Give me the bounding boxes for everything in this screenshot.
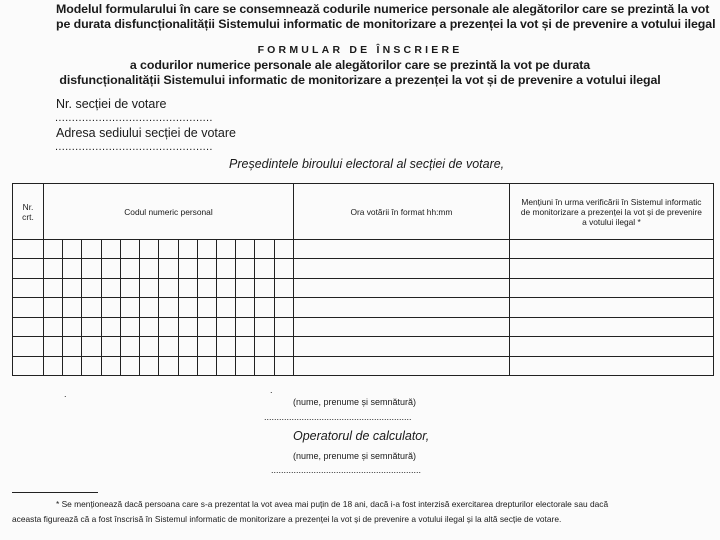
cnp-digit-cell[interactable] bbox=[63, 317, 82, 336]
registration-table bbox=[12, 183, 714, 376]
cnp-digit-cell[interactable] bbox=[63, 356, 82, 375]
time-cell[interactable] bbox=[293, 317, 509, 336]
form-subtitle-1: a codurilor numerice personale ale alegătorilor care se prezintă la vot pe durata bbox=[129, 58, 591, 72]
cnp-digit-cell[interactable] bbox=[274, 298, 293, 317]
cnp-digit-cell[interactable] bbox=[159, 337, 178, 356]
cnp-digit-cell[interactable] bbox=[236, 278, 255, 297]
cnp-digit-cell[interactable] bbox=[82, 356, 101, 375]
cnp-digit-cell[interactable] bbox=[216, 356, 235, 375]
col-time-header: Ora votării în format hh:mm bbox=[293, 184, 509, 240]
time-cell[interactable] bbox=[293, 240, 509, 259]
form-title: FORMULAR DE ÎNSCRIERE bbox=[257, 44, 463, 56]
cnp-digit-cell[interactable] bbox=[140, 278, 159, 297]
cnp-digit-cell[interactable] bbox=[255, 240, 274, 259]
notes-cell[interactable] bbox=[509, 317, 713, 336]
cnp-digit-cell[interactable] bbox=[274, 337, 293, 356]
col-cnp-header: Codul numeric personal bbox=[44, 184, 294, 240]
table-row bbox=[13, 240, 714, 259]
time-cell[interactable] bbox=[293, 298, 509, 317]
cnp-digit-cell[interactable] bbox=[178, 317, 197, 336]
cnp-digit-cell[interactable] bbox=[101, 356, 120, 375]
cnp-digit-cell[interactable] bbox=[63, 259, 82, 278]
notes-cell[interactable] bbox=[509, 278, 713, 297]
cnp-digit-cell[interactable] bbox=[178, 337, 197, 356]
cnp-digit-cell[interactable] bbox=[216, 317, 235, 336]
cnp-digit-cell[interactable] bbox=[101, 278, 120, 297]
cnp-digit-cell[interactable] bbox=[44, 259, 63, 278]
time-cell[interactable] bbox=[293, 337, 509, 356]
cnp-digit-cell[interactable] bbox=[120, 298, 139, 317]
president-label: Președintele biroului electoral al secției de votare, bbox=[229, 157, 505, 171]
cnp-digit-cell[interactable] bbox=[197, 259, 216, 278]
cnp-digit-cell[interactable] bbox=[63, 298, 82, 317]
table-row bbox=[13, 259, 714, 278]
footnote-line-2: aceasta figurează că a fost înscrisă în Sistemul informatic de monitorizare a prezenței la vot și de prevenire a votului ilegal și la altă secție de votare. bbox=[12, 514, 562, 524]
cnp-digit-cell[interactable] bbox=[159, 259, 178, 278]
cnp-digit-cell[interactable] bbox=[44, 356, 63, 375]
cnp-digit-cell[interactable] bbox=[255, 337, 274, 356]
cnp-digit-cell[interactable] bbox=[101, 298, 120, 317]
operator-signature-label: (nume, prenume și semnătură) bbox=[293, 451, 417, 461]
table-row bbox=[13, 278, 714, 297]
nr-cell[interactable] bbox=[13, 337, 44, 356]
time-cell[interactable] bbox=[293, 356, 509, 375]
cnp-digit-cell[interactable] bbox=[197, 337, 216, 356]
table-row bbox=[13, 298, 714, 317]
nr-cell[interactable] bbox=[13, 298, 44, 317]
cnp-digit-cell[interactable] bbox=[197, 298, 216, 317]
cnp-digit-cell[interactable] bbox=[236, 240, 255, 259]
cnp-digit-cell[interactable] bbox=[255, 317, 274, 336]
cnp-digit-cell[interactable] bbox=[216, 337, 235, 356]
cnp-digit-cell[interactable] bbox=[236, 356, 255, 375]
time-cell[interactable] bbox=[293, 259, 509, 278]
cnp-digit-cell[interactable] bbox=[101, 240, 120, 259]
col-notes-header: Mențiuni în urma verificării în Sistemul informatic de monitorizare a prezenței la vot și de prevenire a votului ilegal * bbox=[509, 184, 713, 240]
cnp-digit-cell[interactable] bbox=[255, 278, 274, 297]
cnp-digit-cell[interactable] bbox=[44, 278, 63, 297]
nr-cell[interactable] bbox=[13, 240, 44, 259]
cnp-digit-cell[interactable] bbox=[178, 240, 197, 259]
cnp-digit-cell[interactable] bbox=[197, 356, 216, 375]
header-line-2: pe durata disfuncționalității Sistemului informatic de monitorizare a prezenței la vot și de prevenire a votului ilegal bbox=[56, 17, 716, 31]
cnp-digit-cell[interactable] bbox=[236, 317, 255, 336]
cnp-digit-cell[interactable] bbox=[140, 356, 159, 375]
cnp-digit-cell[interactable] bbox=[197, 240, 216, 259]
cnp-digit-cell[interactable] bbox=[120, 317, 139, 336]
cnp-digit-cell[interactable] bbox=[216, 259, 235, 278]
header-line-1: Modelul formularului în care se consemnează codurile numerice personale ale alegătorilor care se prezintă la vot bbox=[56, 2, 710, 16]
cnp-digit-cell[interactable] bbox=[197, 317, 216, 336]
cnp-digit-cell[interactable] bbox=[159, 240, 178, 259]
notes-cell[interactable] bbox=[509, 298, 713, 317]
cnp-digit-cell[interactable] bbox=[274, 278, 293, 297]
cnp-digit-cell[interactable] bbox=[82, 240, 101, 259]
nr-cell[interactable] bbox=[13, 317, 44, 336]
cnp-digit-cell[interactable] bbox=[44, 298, 63, 317]
cnp-digit-cell[interactable] bbox=[159, 298, 178, 317]
cnp-digit-cell[interactable] bbox=[274, 259, 293, 278]
cnp-digit-cell[interactable] bbox=[216, 298, 235, 317]
cnp-digit-cell[interactable] bbox=[140, 240, 159, 259]
time-cell[interactable] bbox=[293, 278, 509, 297]
president-signature-label: (nume, prenume și semnătură) bbox=[293, 397, 417, 407]
cnp-digit-cell[interactable] bbox=[159, 278, 178, 297]
separator-mark: . bbox=[64, 389, 67, 399]
cnp-digit-cell[interactable] bbox=[140, 259, 159, 278]
cnp-digit-cell[interactable] bbox=[255, 298, 274, 317]
cnp-digit-cell[interactable] bbox=[63, 278, 82, 297]
table-row bbox=[13, 317, 714, 336]
nr-cell[interactable] bbox=[13, 278, 44, 297]
cnp-digit-cell[interactable] bbox=[63, 240, 82, 259]
cnp-digit-cell[interactable] bbox=[197, 278, 216, 297]
cnp-digit-cell[interactable] bbox=[274, 356, 293, 375]
cnp-digit-cell[interactable] bbox=[140, 298, 159, 317]
cnp-digit-cell[interactable] bbox=[120, 356, 139, 375]
cnp-digit-cell[interactable] bbox=[101, 337, 120, 356]
cnp-digit-cell[interactable] bbox=[255, 356, 274, 375]
section-number-field[interactable]: ............................................... bbox=[55, 112, 213, 124]
footnote-divider bbox=[12, 492, 98, 493]
notes-cell[interactable] bbox=[509, 240, 713, 259]
table-row bbox=[13, 337, 714, 356]
operator-title: Operatorul de calculator, bbox=[293, 429, 430, 443]
notes-cell[interactable] bbox=[509, 259, 713, 278]
table-header-row bbox=[13, 184, 714, 240]
cnp-digit-cell[interactable] bbox=[236, 298, 255, 317]
cnp-digit-cell[interactable] bbox=[120, 240, 139, 259]
form-subtitle-2: disfuncționalității Sistemului informatic de monitorizare a prezenței la vot și de prevenire a votului ilegal bbox=[59, 73, 661, 87]
cnp-digit-cell[interactable] bbox=[178, 298, 197, 317]
nr-cell[interactable] bbox=[13, 259, 44, 278]
cnp-digit-cell[interactable] bbox=[236, 259, 255, 278]
cnp-digit-cell[interactable] bbox=[63, 337, 82, 356]
nr-cell[interactable] bbox=[13, 356, 44, 375]
cnp-digit-cell[interactable] bbox=[120, 259, 139, 278]
cnp-digit-cell[interactable] bbox=[178, 259, 197, 278]
separator-mark: . bbox=[270, 385, 273, 395]
cnp-digit-cell[interactable] bbox=[274, 240, 293, 259]
cnp-digit-cell[interactable] bbox=[44, 337, 63, 356]
cnp-digit-cell[interactable] bbox=[44, 317, 63, 336]
section-number-label: Nr. secției de votare bbox=[56, 97, 167, 111]
cnp-digit-cell[interactable] bbox=[178, 278, 197, 297]
col-nr-header: Nr. crt. bbox=[13, 184, 44, 240]
cnp-digit-cell[interactable] bbox=[101, 259, 120, 278]
footnote-line-1: * Se menționează dacă persoana care s-a prezentat la vot avea mai puțin de 18 ani, dacă i-a fost interzisă exercitarea drepturilor electorale sau dacă bbox=[56, 499, 609, 509]
cnp-digit-cell[interactable] bbox=[120, 278, 139, 297]
cnp-digit-cell[interactable] bbox=[82, 259, 101, 278]
notes-cell[interactable] bbox=[509, 356, 713, 375]
address-field[interactable]: ............................................... bbox=[55, 141, 213, 153]
notes-cell[interactable] bbox=[509, 337, 713, 356]
cnp-digit-cell[interactable] bbox=[120, 337, 139, 356]
cnp-digit-cell[interactable] bbox=[82, 298, 101, 317]
cnp-digit-cell[interactable] bbox=[44, 240, 63, 259]
cnp-digit-cell[interactable] bbox=[178, 356, 197, 375]
president-signature-field[interactable]: ........................................................... bbox=[264, 412, 412, 422]
cnp-digit-cell[interactable] bbox=[159, 356, 178, 375]
table-row bbox=[13, 356, 714, 375]
cnp-digit-cell[interactable] bbox=[82, 317, 101, 336]
cnp-digit-cell[interactable] bbox=[82, 278, 101, 297]
cnp-digit-cell[interactable] bbox=[101, 317, 120, 336]
cnp-digit-cell[interactable] bbox=[216, 240, 235, 259]
cnp-digit-cell[interactable] bbox=[82, 337, 101, 356]
operator-signature-field[interactable]: ............................................................ bbox=[271, 465, 422, 475]
cnp-digit-cell[interactable] bbox=[159, 317, 178, 336]
cnp-digit-cell[interactable] bbox=[255, 259, 274, 278]
cnp-digit-cell[interactable] bbox=[216, 278, 235, 297]
cnp-digit-cell[interactable] bbox=[140, 337, 159, 356]
cnp-digit-cell[interactable] bbox=[236, 337, 255, 356]
address-label: Adresa sediului secției de votare bbox=[56, 126, 236, 140]
cnp-digit-cell[interactable] bbox=[140, 317, 159, 336]
cnp-digit-cell[interactable] bbox=[274, 317, 293, 336]
